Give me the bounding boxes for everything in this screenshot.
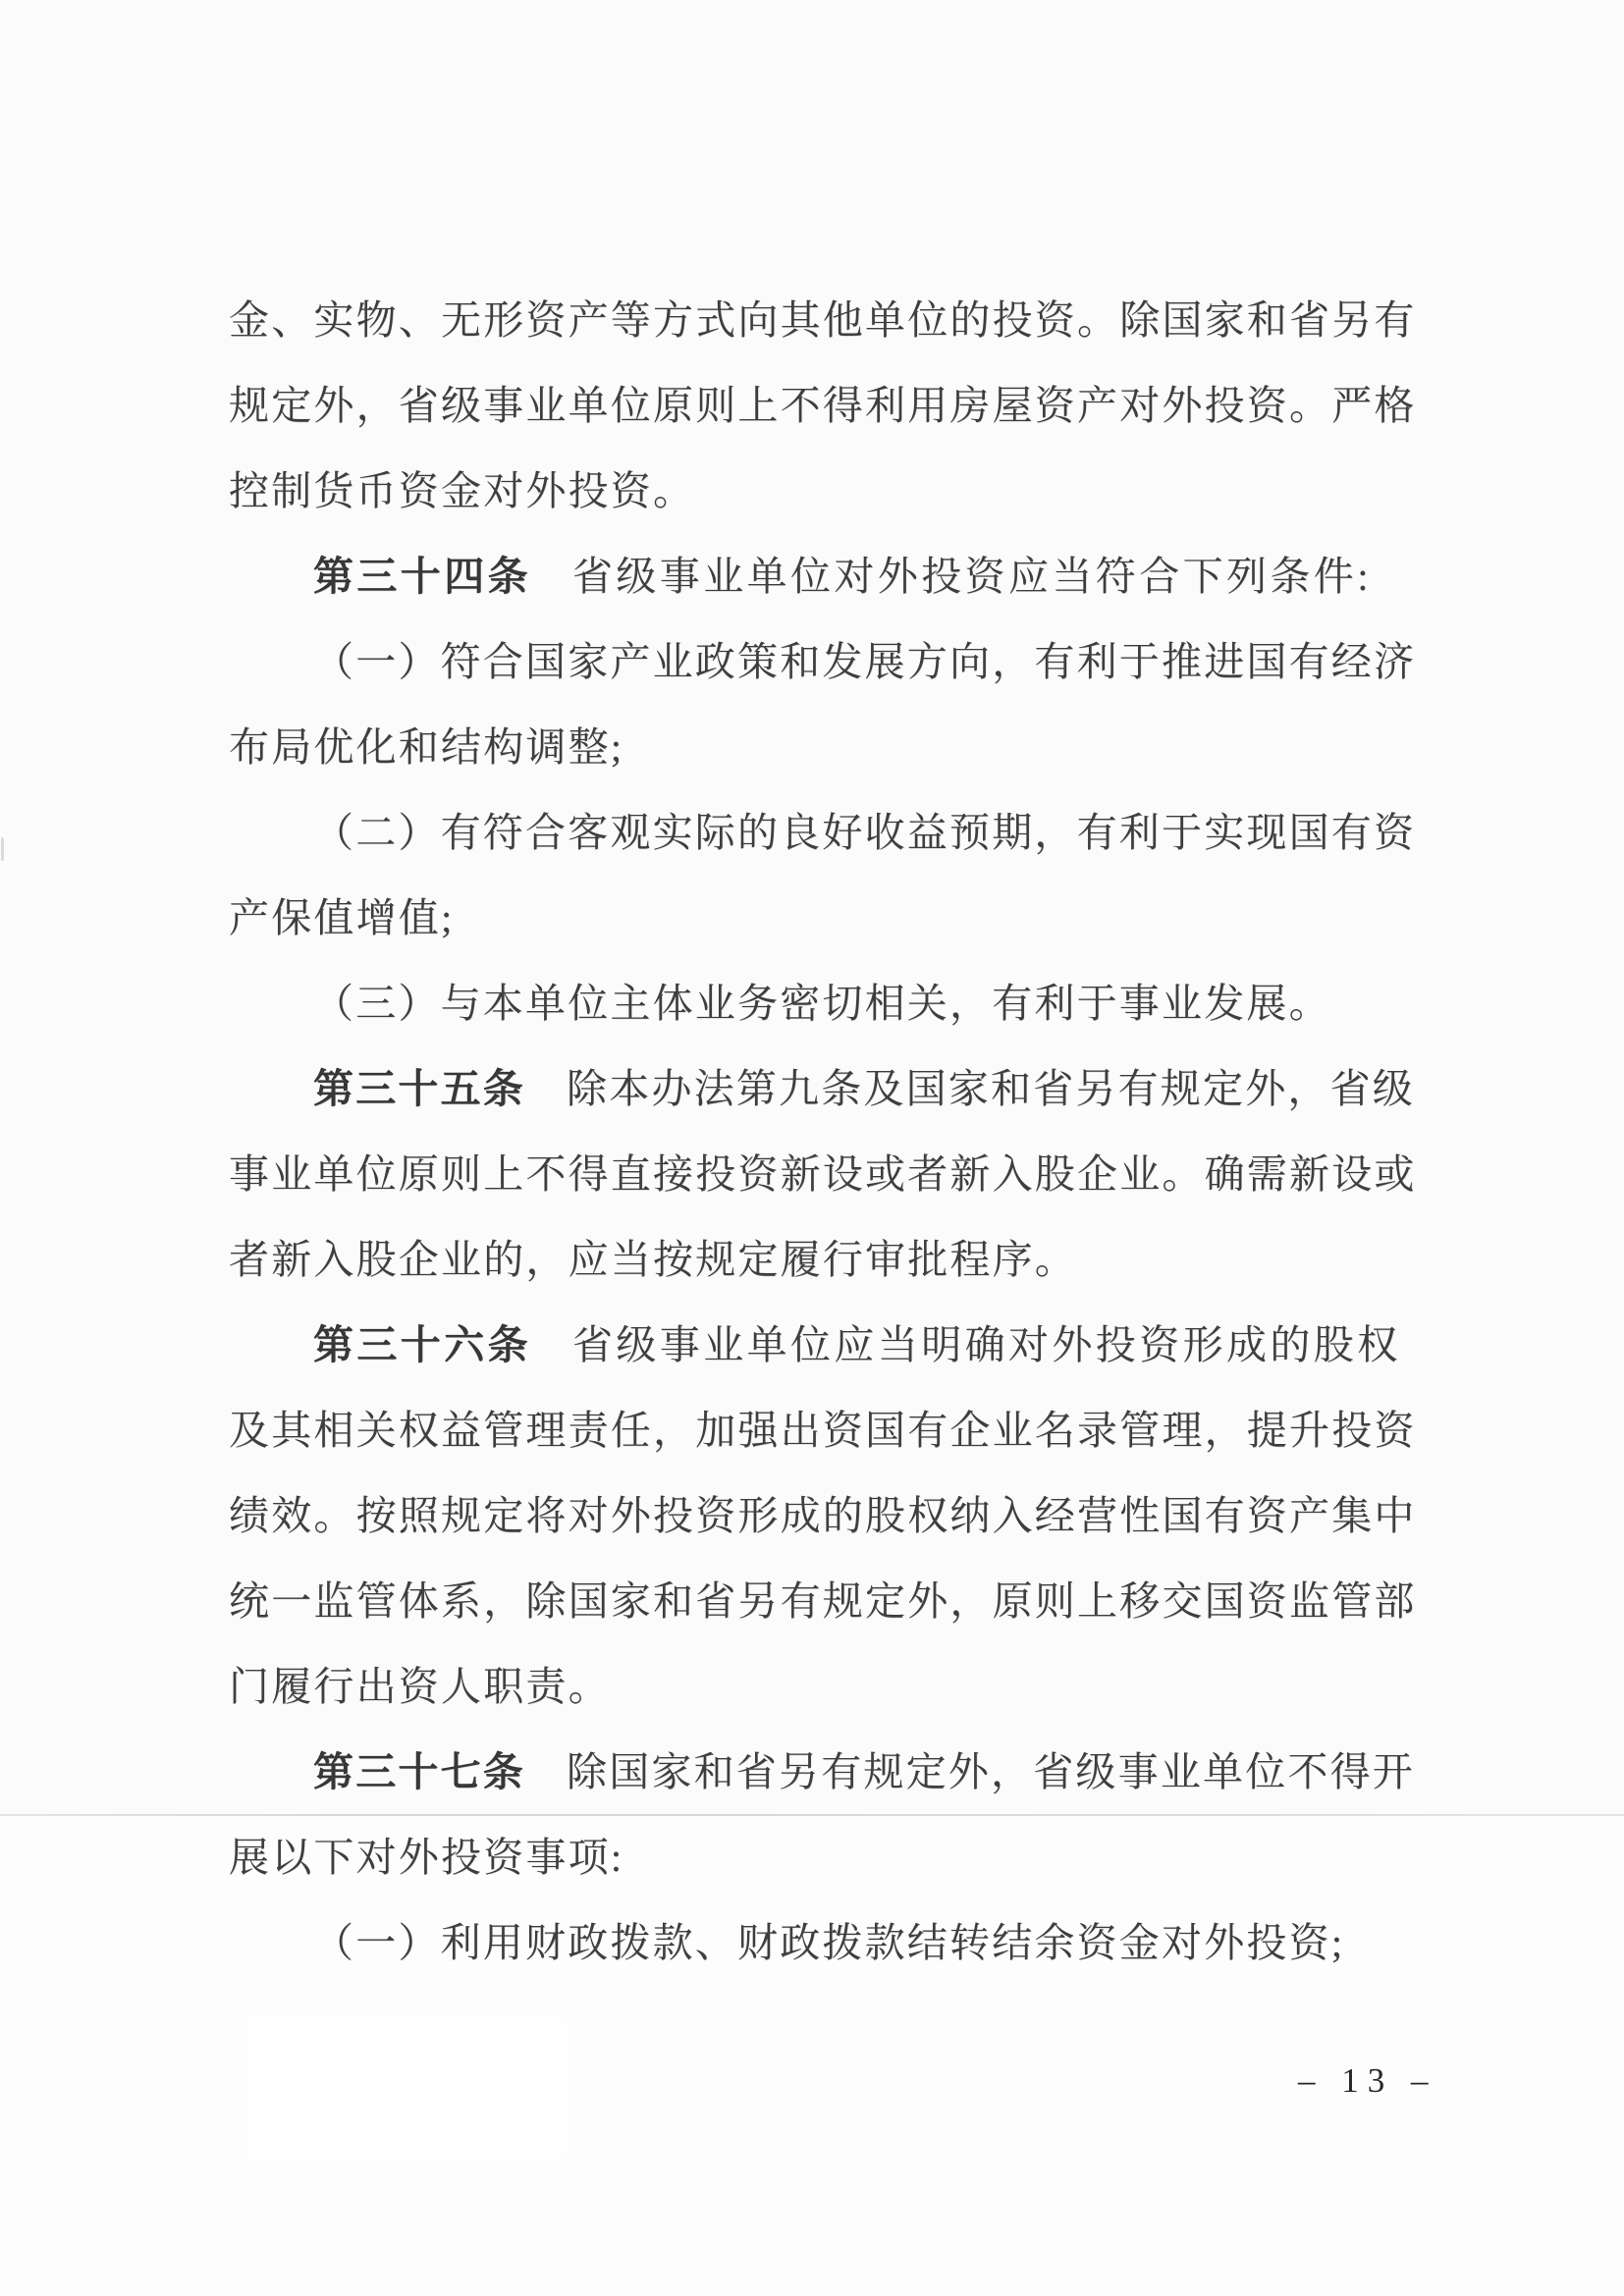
- line-text: 绩效。按照规定将对外投资形成的股权纳入经营性国有资产集中: [229, 1493, 1417, 1538]
- line-text: 金、实物、无形资产等方式向其他单位的投资。除国家和省另有: [229, 297, 1417, 343]
- line-text: 布局优化和结构调整;: [229, 724, 624, 770]
- text-line: [229, 1815, 1446, 1900]
- text-line: [229, 1132, 1446, 1217]
- line-text: 产保值增值;: [229, 895, 455, 940]
- line-text: 控制货币资金对外投资。: [229, 468, 696, 513]
- line-text: 统一监管体系，除国家和省另有规定外，原则上移交国资监管部: [229, 1578, 1417, 1624]
- line-text: 除国家和省另有规定外，省级事业单位不得开: [567, 1749, 1415, 1794]
- article-number: 第三十六条: [313, 1322, 531, 1367]
- line-text: 及其相关权益管理责任，加强出资国有企业名录管理，提升投资: [229, 1408, 1417, 1453]
- scan-whiteout-patch: [252, 2025, 560, 2152]
- text-line: [229, 790, 1446, 876]
- line-text: 省级事业单位对外投资应当符合下列条件:: [572, 554, 1372, 599]
- line-text: （一）利用财政拨款、财政拨款结转结余资金对外投资;: [313, 1920, 1345, 1965]
- text-line: [229, 1730, 1446, 1815]
- scan-scratch-mark: [1, 837, 4, 861]
- text-line: [229, 1046, 1446, 1132]
- text-line: [229, 1559, 1446, 1644]
- line-text: （二）有符合客观实际的良好收益预期，有利于实现国有资: [313, 810, 1417, 855]
- text-line: [229, 534, 1446, 619]
- line-text: 规定外，省级事业单位原则上不得利用房屋资产对外投资。严格: [229, 383, 1417, 428]
- article-number: 第三十四条: [313, 554, 531, 599]
- text-line: [229, 278, 1446, 363]
- text-line: [229, 1473, 1446, 1559]
- line-text: 省级事业单位应当明确对外投资形成的股权: [572, 1322, 1401, 1367]
- line-text: 门履行出资人职责。: [229, 1664, 611, 1709]
- line-text: （一）符合国家产业政策和发展方向，有利于推进国有经济: [313, 639, 1417, 684]
- text-line: [229, 1644, 1446, 1730]
- line-text: 展以下对外投资事项:: [229, 1835, 624, 1880]
- text-line: [229, 1303, 1446, 1388]
- text-line: [229, 1217, 1446, 1303]
- text-line: [229, 449, 1446, 534]
- text-line: [229, 876, 1446, 961]
- text-line: [229, 619, 1446, 705]
- article-number: 第三十五条: [313, 1066, 525, 1111]
- line-text: （三）与本单位主体业务密切相关，有利于事业发展。: [313, 981, 1331, 1026]
- text-line: [229, 363, 1446, 449]
- text-line: [229, 1388, 1446, 1473]
- line-text: 除本办法第九条及国家和省另有规定外，省级: [567, 1066, 1415, 1111]
- document-body: [229, 278, 1446, 1986]
- text-line: [229, 705, 1446, 790]
- article-number: 第三十七条: [313, 1749, 525, 1794]
- page-number: – 13 –: [1298, 2061, 1437, 2100]
- line-text: 者新入股企业的，应当按规定履行审批程序。: [229, 1237, 1077, 1282]
- text-line: [229, 961, 1446, 1046]
- text-line: [229, 1900, 1446, 1986]
- line-text: 事业单位原则上不得直接投资新设或者新入股企业。确需新设或: [229, 1151, 1417, 1197]
